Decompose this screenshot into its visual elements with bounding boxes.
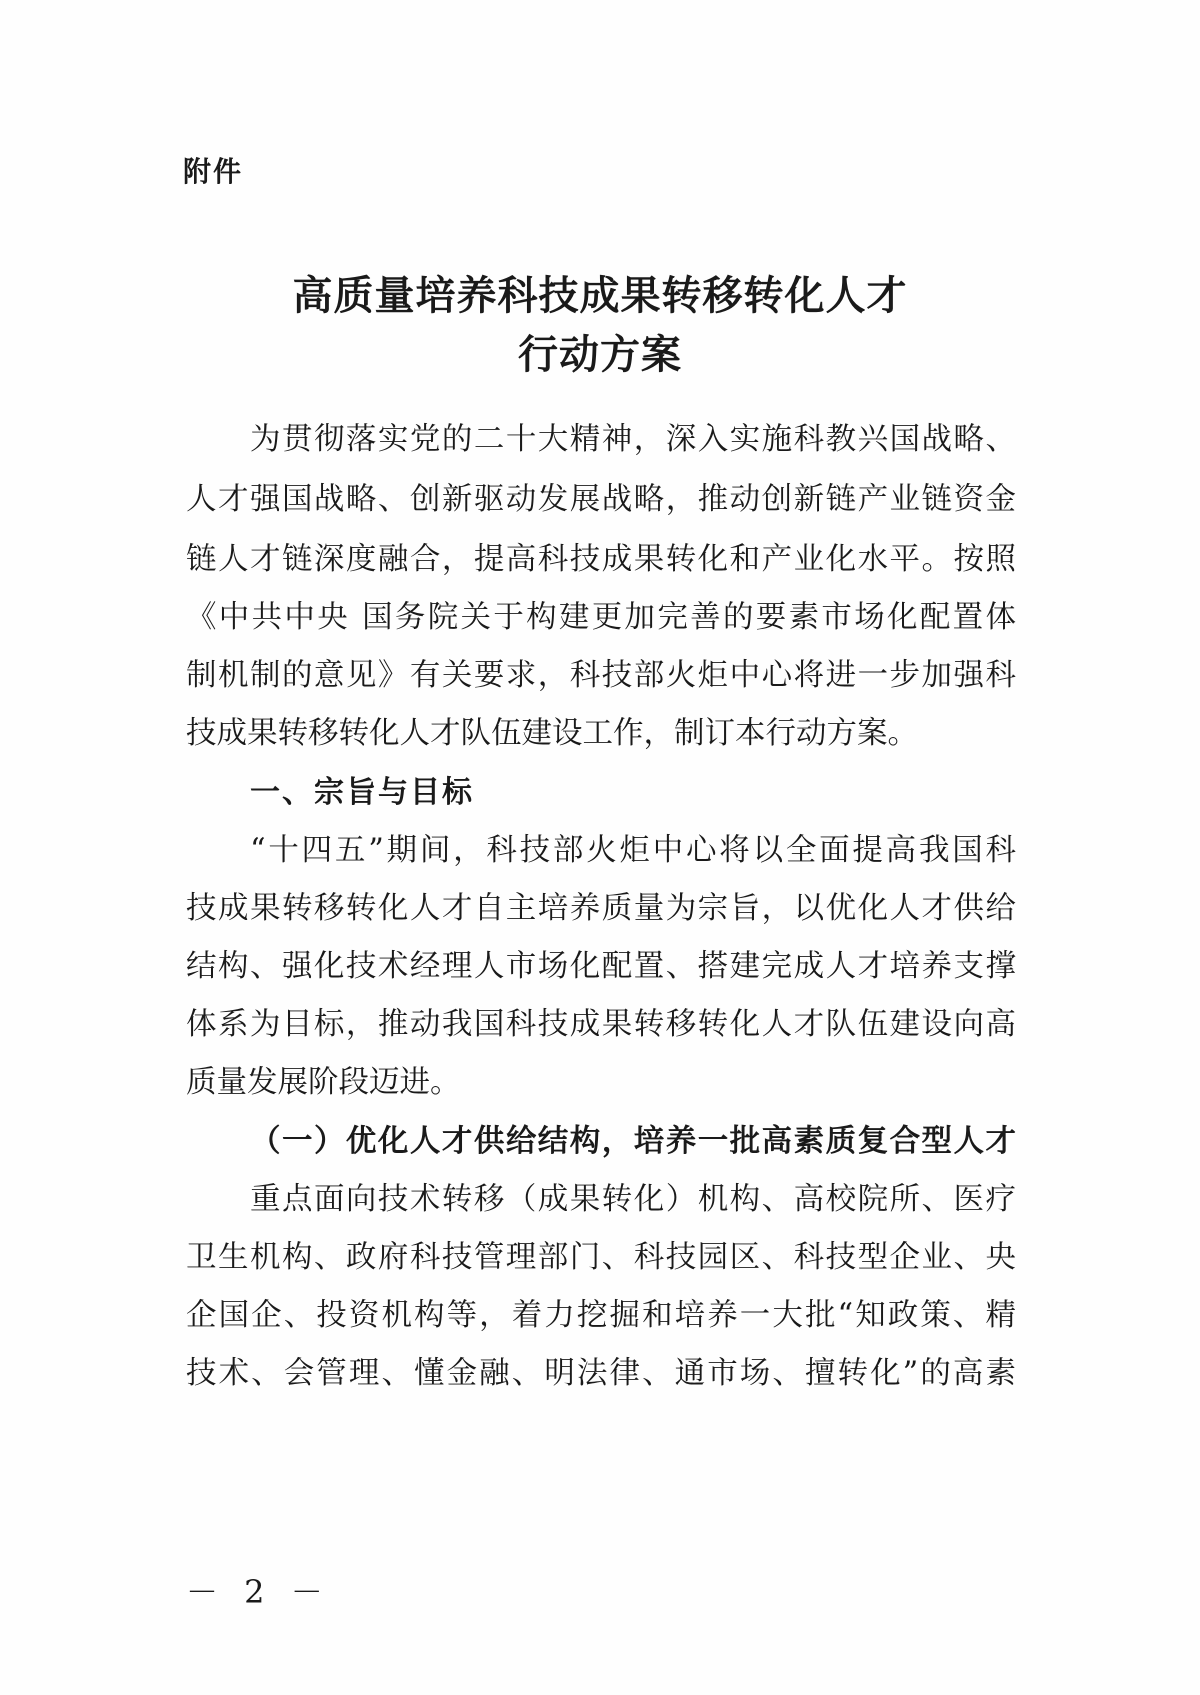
page-number: － 2 － xyxy=(186,1573,331,1611)
document-title-line-1: 高质量培养科技成果转移转化人才 xyxy=(292,272,908,319)
subsection-heading: （一）优化人才供给结构，培养一批高素质复合型人才 xyxy=(250,1123,1016,1159)
intro-line: 制机制的意见》有关要求，科技部火炬中心将进一步加强科 xyxy=(186,658,1016,693)
subsection1-line: 卫生机构、政府科技管理部门、科技园区、科技型企业、央 xyxy=(186,1240,1016,1275)
section1-line: 质量发展阶段迈进。 xyxy=(186,1065,461,1100)
section-heading: 一、宗旨与目标 xyxy=(250,775,474,810)
intro-line: 技成果转移转化人才队伍建设工作，制订本行动方案。 xyxy=(186,716,918,751)
intro-line: 链人才链深度融合，提高科技成果转化和产业化水平。按照 xyxy=(186,542,1016,577)
intro-line: 人才强国战略、创新驱动发展战略，推动创新链产业链资金 xyxy=(186,482,1016,517)
subsection1-line: 技术、会管理、懂金融、明法律、通市场、擅转化”的高素 xyxy=(186,1356,1016,1391)
section1-line: 技成果转移转化人才自主培养质量为宗旨，以优化人才供给 xyxy=(186,891,1016,926)
section1-line: 结构、强化技术经理人市场化配置、搭建完成人才培养支撑 xyxy=(186,949,1016,984)
attachment-label: 附件 xyxy=(183,155,244,188)
intro-line: 为贯彻落实党的二十大精神，深入实施科教兴国战略、 xyxy=(250,422,1016,457)
section1-line: “十四五”期间，科技部火炬中心将以全面提高我国科 xyxy=(250,833,1016,868)
subsection1-line: 企国企、投资机构等，着力挖掘和培养一大批“知政策、精 xyxy=(186,1298,1016,1333)
document-title-line-2: 行动方案 xyxy=(518,331,682,378)
subsection1-line: 重点面向技术转移（成果转化）机构、高校院所、医疗 xyxy=(250,1182,1016,1217)
section1-line: 体系为目标，推动我国科技成果转移转化人才队伍建设向高 xyxy=(186,1007,1016,1042)
intro-line: 《中共中央 国务院关于构建更加完善的要素市场化配置体 xyxy=(186,600,1016,635)
